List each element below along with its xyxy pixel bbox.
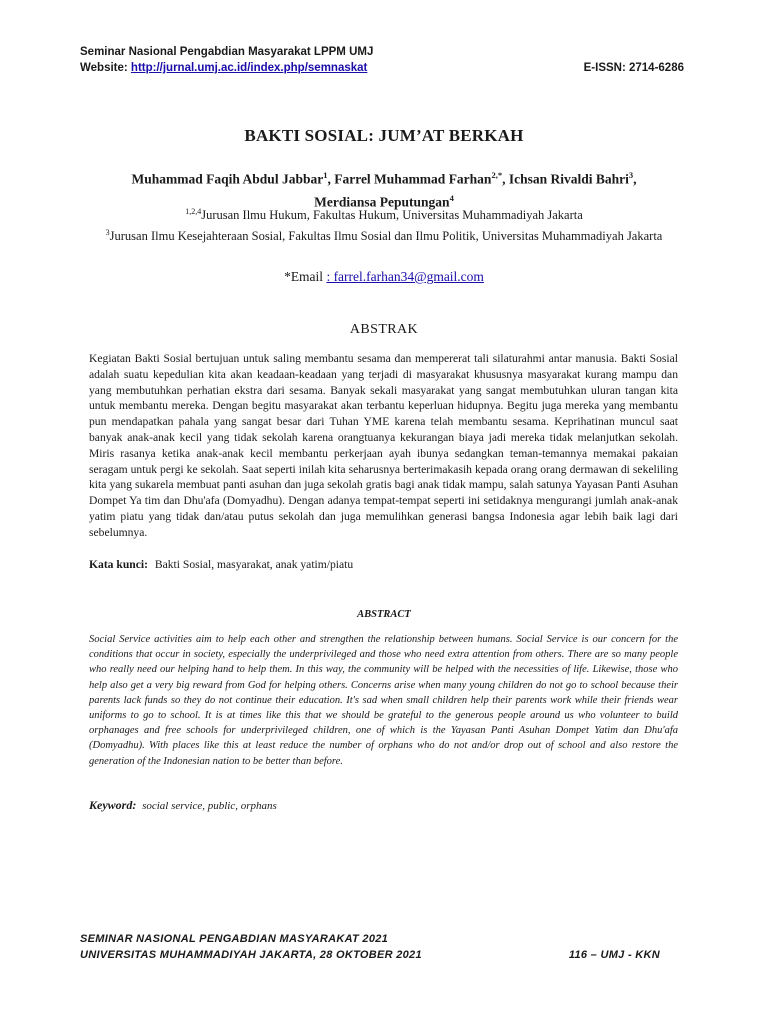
- author-1: Muhammad Faqih Abdul Jabbar: [131, 171, 324, 187]
- keywords: [89, 798, 678, 813]
- seminar-name: Seminar Nasional Pengabdian Masyarakat LPPM UMJ: [80, 46, 374, 58]
- author-1-sup: 1: [323, 170, 328, 180]
- abstract-heading: ABSTRACT: [357, 609, 411, 620]
- author-separator: ,: [502, 171, 509, 187]
- kata-kunci: [89, 558, 678, 571]
- affiliation-1-text: Jurusan Ilmu Hukum, Fakultas Hukum, Universitas Muhammadiyah Jakarta: [201, 208, 583, 223]
- email-line: [0, 269, 768, 285]
- issn: E-ISSN: 2714-6286: [583, 62, 684, 74]
- kata-kunci-label: Kata kunci:: [89, 558, 148, 571]
- kata-kunci-value: Bakti Sosial, masyarakat, anak yatim/piatu: [154, 558, 354, 571]
- affiliation-1: [80, 203, 688, 224]
- page-number: 116 – UMJ - KKN: [568, 949, 660, 961]
- header-website-row: [80, 60, 684, 76]
- paper-title: BAKTI SOSIAL: JUM’AT BERKAH: [244, 126, 524, 145]
- author-3: Ichsan Rivaldi Bahri: [508, 171, 629, 187]
- keyword-label: Keyword:: [89, 798, 137, 812]
- website-link[interactable]: http://jurnal.umj.ac.id/index.php/semnaskat: [130, 62, 368, 74]
- affiliations: [80, 203, 688, 245]
- footer-row-1: [80, 931, 660, 947]
- affiliation-2-text: Jurusan Ilmu Kesejahteraan Sosial, Fakultas Ilmu Sosial dan Ilmu Politik, Universitas Muhammadiyah Jakarta: [109, 229, 663, 244]
- website-info: [80, 60, 367, 76]
- author-separator: ,: [327, 171, 335, 187]
- author-separator: ,: [633, 171, 637, 187]
- affiliation-2: [80, 224, 688, 245]
- abstrak-heading: ABSTRAK: [349, 322, 419, 337]
- affiliation-1-sup: 1,2,4: [185, 207, 202, 216]
- email-label: *Email: [284, 269, 324, 284]
- keyword-value: social service, public, orphans: [142, 800, 277, 812]
- footer-university: UNIVERSITAS MUHAMMADIYAH JAKARTA, 28 OKTOBER 2021: [80, 949, 422, 961]
- author-2: Farrel Muhammad Farhan: [334, 171, 492, 187]
- author-4: Merdiansa Peputungan: [314, 194, 450, 209]
- website-label: Website:: [80, 62, 128, 74]
- footer-seminar: SEMINAR NASIONAL PENGABDIAN MASYARAKAT 2021: [80, 933, 389, 945]
- author-4-sup: 4: [449, 192, 454, 203]
- page-footer: [80, 931, 660, 963]
- page-header: [80, 44, 684, 76]
- abstract-text: Social Service activities aim to help each other and strengthen the relationship between humans. Social Service is our concern for the conditions that occur in society, especially the underprivileged and those who need extra attention from others. There are so many people who really need our helping hand to help them. In this way, the community will be helped with the necessities of life. Likewise, those who help also get a very big reward from God for helping others. Concerns arise when many young children do not go to school because their parents lack funds so they do not continue their education. It's sad when small children help their parents work while their friends wear uniforms to go to school. It is at times like this that we should be grateful to the generous people around us who volunteer to build orphanages and free schools for underprivileged children, one of which is the Yayasan Panti Asuhan Dompet Yatim dan Dhu'afa (Domyadhu). With places like this at least reduce the number of orphans who do not and/or drop out of school and also restore the generation of the Indonesian nation to be better than before.: [89, 634, 678, 767]
- email-link[interactable]: : farrel.farhan34@gmail.com: [326, 269, 484, 284]
- author-3-sup: 3: [628, 170, 634, 180]
- abstrak-text: Kegiatan Bakti Sosial bertujuan untuk saling membantu sesama dan mempererat tali silaturahmi antar manusia. Bakti Sosial adalah suatu kepedulian kita akan keadaan-keadaan yang terjadi di masyarakat khususnya masyarakat kurang mampu dan yang membutuhkan perhatian ekstra dari sesama. Banyak sekali masyarakat yang sangat membutuhkan uluran tangan kita untuk membantu mereka. Dengan begitu masyarakat akan terbantu keperluan hidupnya. Begitu juga mereka yang membantu pun mendapatkan pahala yang sangat besar dari Tuhan YME karena telah membantu sesama. Keprihatinan muncul saat banyak anak-anak kecil yang tidak sekolah karena orangtuanya kekurangan biaya jadi mereka tidak melanjutkan sekolah. Miris rasanya ketika anak-anak kecil membantu perkerjaan ayah ibunya sedangkan teman-temannya memakai pakaian seragam untuk pergi ke sekolah. Saat seperti inilah kita seharusnya berterimakasih kepada orang orang dermawan di sekeliling kita yang sukarela membuat panti asuhan dan juga sekolah gratis bagi anak tidak mampu, salah satunya Yayasan Panti Asuhan Dompet Ya tim dan Dhu'afa (Domyadhu). Dengan adanya tempat-tempat seperti ini setidaknya mengurangi jumlah anak-anak yatim piatu yang tidak dan/atau putus sekolah dan juga memulihkan generasi bangsa Indonesia agar lebih baik lagi dari sebelumnya.: [89, 352, 678, 539]
- author-2-sup: 2,*: [491, 170, 503, 180]
- affiliation-2-sup: 3: [105, 228, 110, 238]
- footer-row-2: [80, 947, 660, 963]
